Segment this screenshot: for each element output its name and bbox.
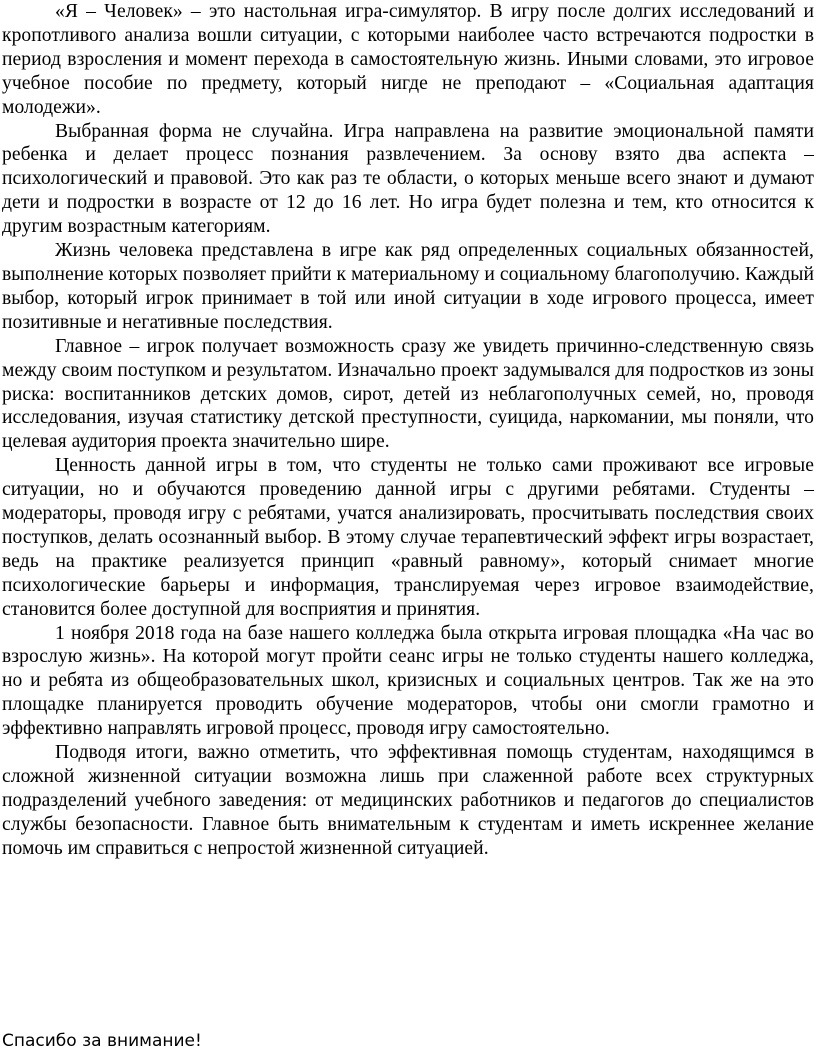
paragraph-form-choice: Выбранная форма не случайна. Игра направлена на развитие эмоциональной памяти ребенка и делает процесс познания развлечением. За основу взято два аспекта – психологический и правовой. Это как раз те области, о которых меньше всего знают и думают дети и подростки в возрасте от 12 до 16 лет. Но игра будет полезна и тем, кто относится к другим возрастным категориям. (2, 120, 814, 238)
paragraph-social-duties: Жизнь человека представлена в игре как ряд определенных социальных обязанностей, выполнение которых позволяет прийти к материальному и социальному благополучию. Каждый выбор, который игрок принимает в той или иной ситуации в ходе игрового процесса, имеет позитивные и негативные последствия. (2, 240, 814, 333)
paragraph-game-value: Ценность данной игры в том, что студенты не только сами проживают все игровые ситуации, но и обучаются проведению данной игры с другими ребятами. Студенты – модераторы, проводя игру с ребятами, учатся анализировать, просчитывать последствия своих поступков, делать осознанный выбор. В этому случае терапевтический эффект игры возрастает, ведь на практике реализуется принцип «равный равному», который снимает многие психологические барьеры и информация, транслируемая через игровое взаимодействие, становится более доступной для восприятия и принятия. (2, 455, 814, 620)
paragraph-cause-effect: Главное – игрок получает возможность сразу же увидеть причинно-следственную связь между своим поступком и результатом. Изначально проект задумывался для подростков из зоны риска: воспитанников детских домов, сирот, детей из неблагополучных семей, но, проводя исследования, изучая статистику детской преступности, суицида, наркомании, мы поняли, что целевая аудитория проекта значительно шире. (2, 335, 814, 453)
paragraph-conclusion: Подводя итоги, важно отметить, что эффективная помощь студентам, находящимся в сложной жизненной ситуации возможна лишь при слаженной работе всех структурных подразделений учебного заведения: от медицинских работников и педагогов до специалистов службы безопасности. Главное быть внимательным к студентам и иметь искреннее желание помочь им справиться с непростой жизненной ситуацией. (2, 742, 814, 859)
paragraph-game-site: 1 ноября 2018 года на базе нашего колледжа была открыта игровая площадка «На час во взрослую жизнь». На которой могут пройти сеанс игры не только студенты нашего колледжа, но и ребята из общеобразовательных школ, кризисных и социальных центров. Так же на это площадке планируется проводить обучение модераторов, чтобы они смогли грамотно и эффективно направлять игровой процесс, проводя игру самостоятельно. (2, 622, 814, 740)
paragraph-game-intro: «Я – Человек» – это настольная игра-симулятор. В игру после долгих исследований и кропотливого анализа вошли ситуации, с которыми наиболее часто встречаются подростки в период взросления и момент перехода в самостоятельную жизнь. Иными словами, это игровое учебное пособие по предмету, который нигде не преподают – «Социальная адаптация молодежи». (2, 1, 814, 118)
closing-thanks: Спасибо за внимание! (2, 1031, 202, 1051)
